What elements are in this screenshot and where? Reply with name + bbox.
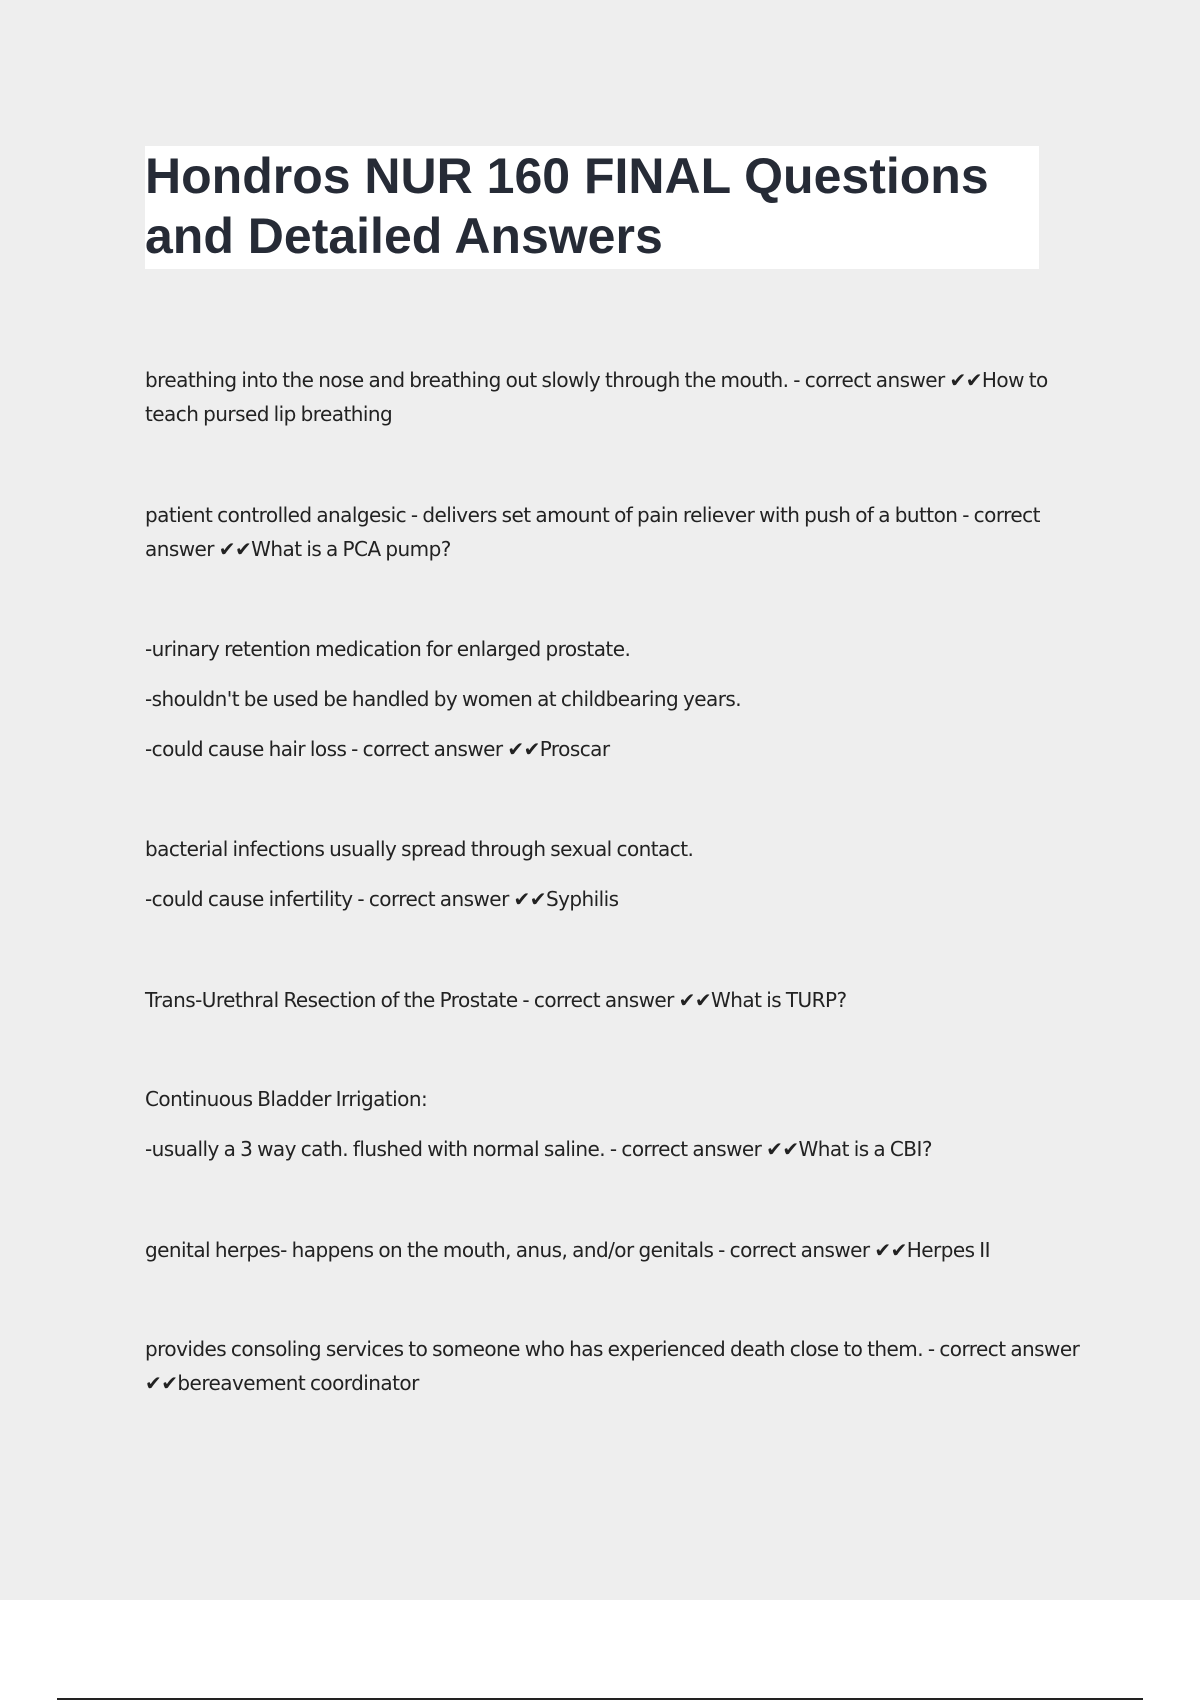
qa-line: -usually a 3 way cath. flushed with normal saline. - correct answer ✔✔What is a CBI? [145, 1137, 932, 1161]
qa-line: breathing into the nose and breathing out slowly through the mouth. - correct answer ✔✔How to teach pursed lip breathing [145, 368, 1048, 426]
page-title: Hondros NUR 160 FINAL Questions and Detailed Answers [145, 148, 989, 264]
qa-line: -could cause hair loss - correct answer ✔✔Proscar [145, 737, 610, 761]
qa-line: provides consoling services to someone who has experienced death close to them. - correct answer ✔✔bereavement coordinator [145, 1337, 1080, 1395]
qa-item-5 [145, 983, 1090, 1017]
qa-item-3 [145, 632, 1090, 766]
qa-line: Trans-Urethral Resection of the Prostate - correct answer ✔✔What is TURP? [145, 988, 847, 1012]
qa-line: bacterial infections usually spread through sexual contact. [145, 837, 694, 861]
qa-item-4 [145, 832, 1090, 916]
qa-line: -shouldn't be used be handled by women at childbearing years. [145, 687, 742, 711]
qa-line: Continuous Bladder Irrigation: [145, 1087, 428, 1111]
qa-item-8 [145, 1332, 1090, 1400]
title-block [145, 146, 1039, 269]
qa-item-1 [145, 363, 1090, 431]
qa-line: genital herpes- happens on the mouth, anus, and/or genitals - correct answer ✔✔Herpes II [145, 1238, 990, 1262]
qa-item-6 [145, 1082, 1090, 1166]
qa-line: patient controlled analgesic - delivers set amount of pain reliever with push of a button - correct answer ✔✔What is a PCA pump? [145, 503, 1040, 561]
qa-line: -urinary retention medication for enlarged prostate. [145, 637, 631, 661]
qa-line: -could cause infertility - correct answer ✔✔Syphilis [145, 887, 619, 911]
qa-item-2 [145, 498, 1090, 566]
qa-item-7 [145, 1233, 1090, 1267]
